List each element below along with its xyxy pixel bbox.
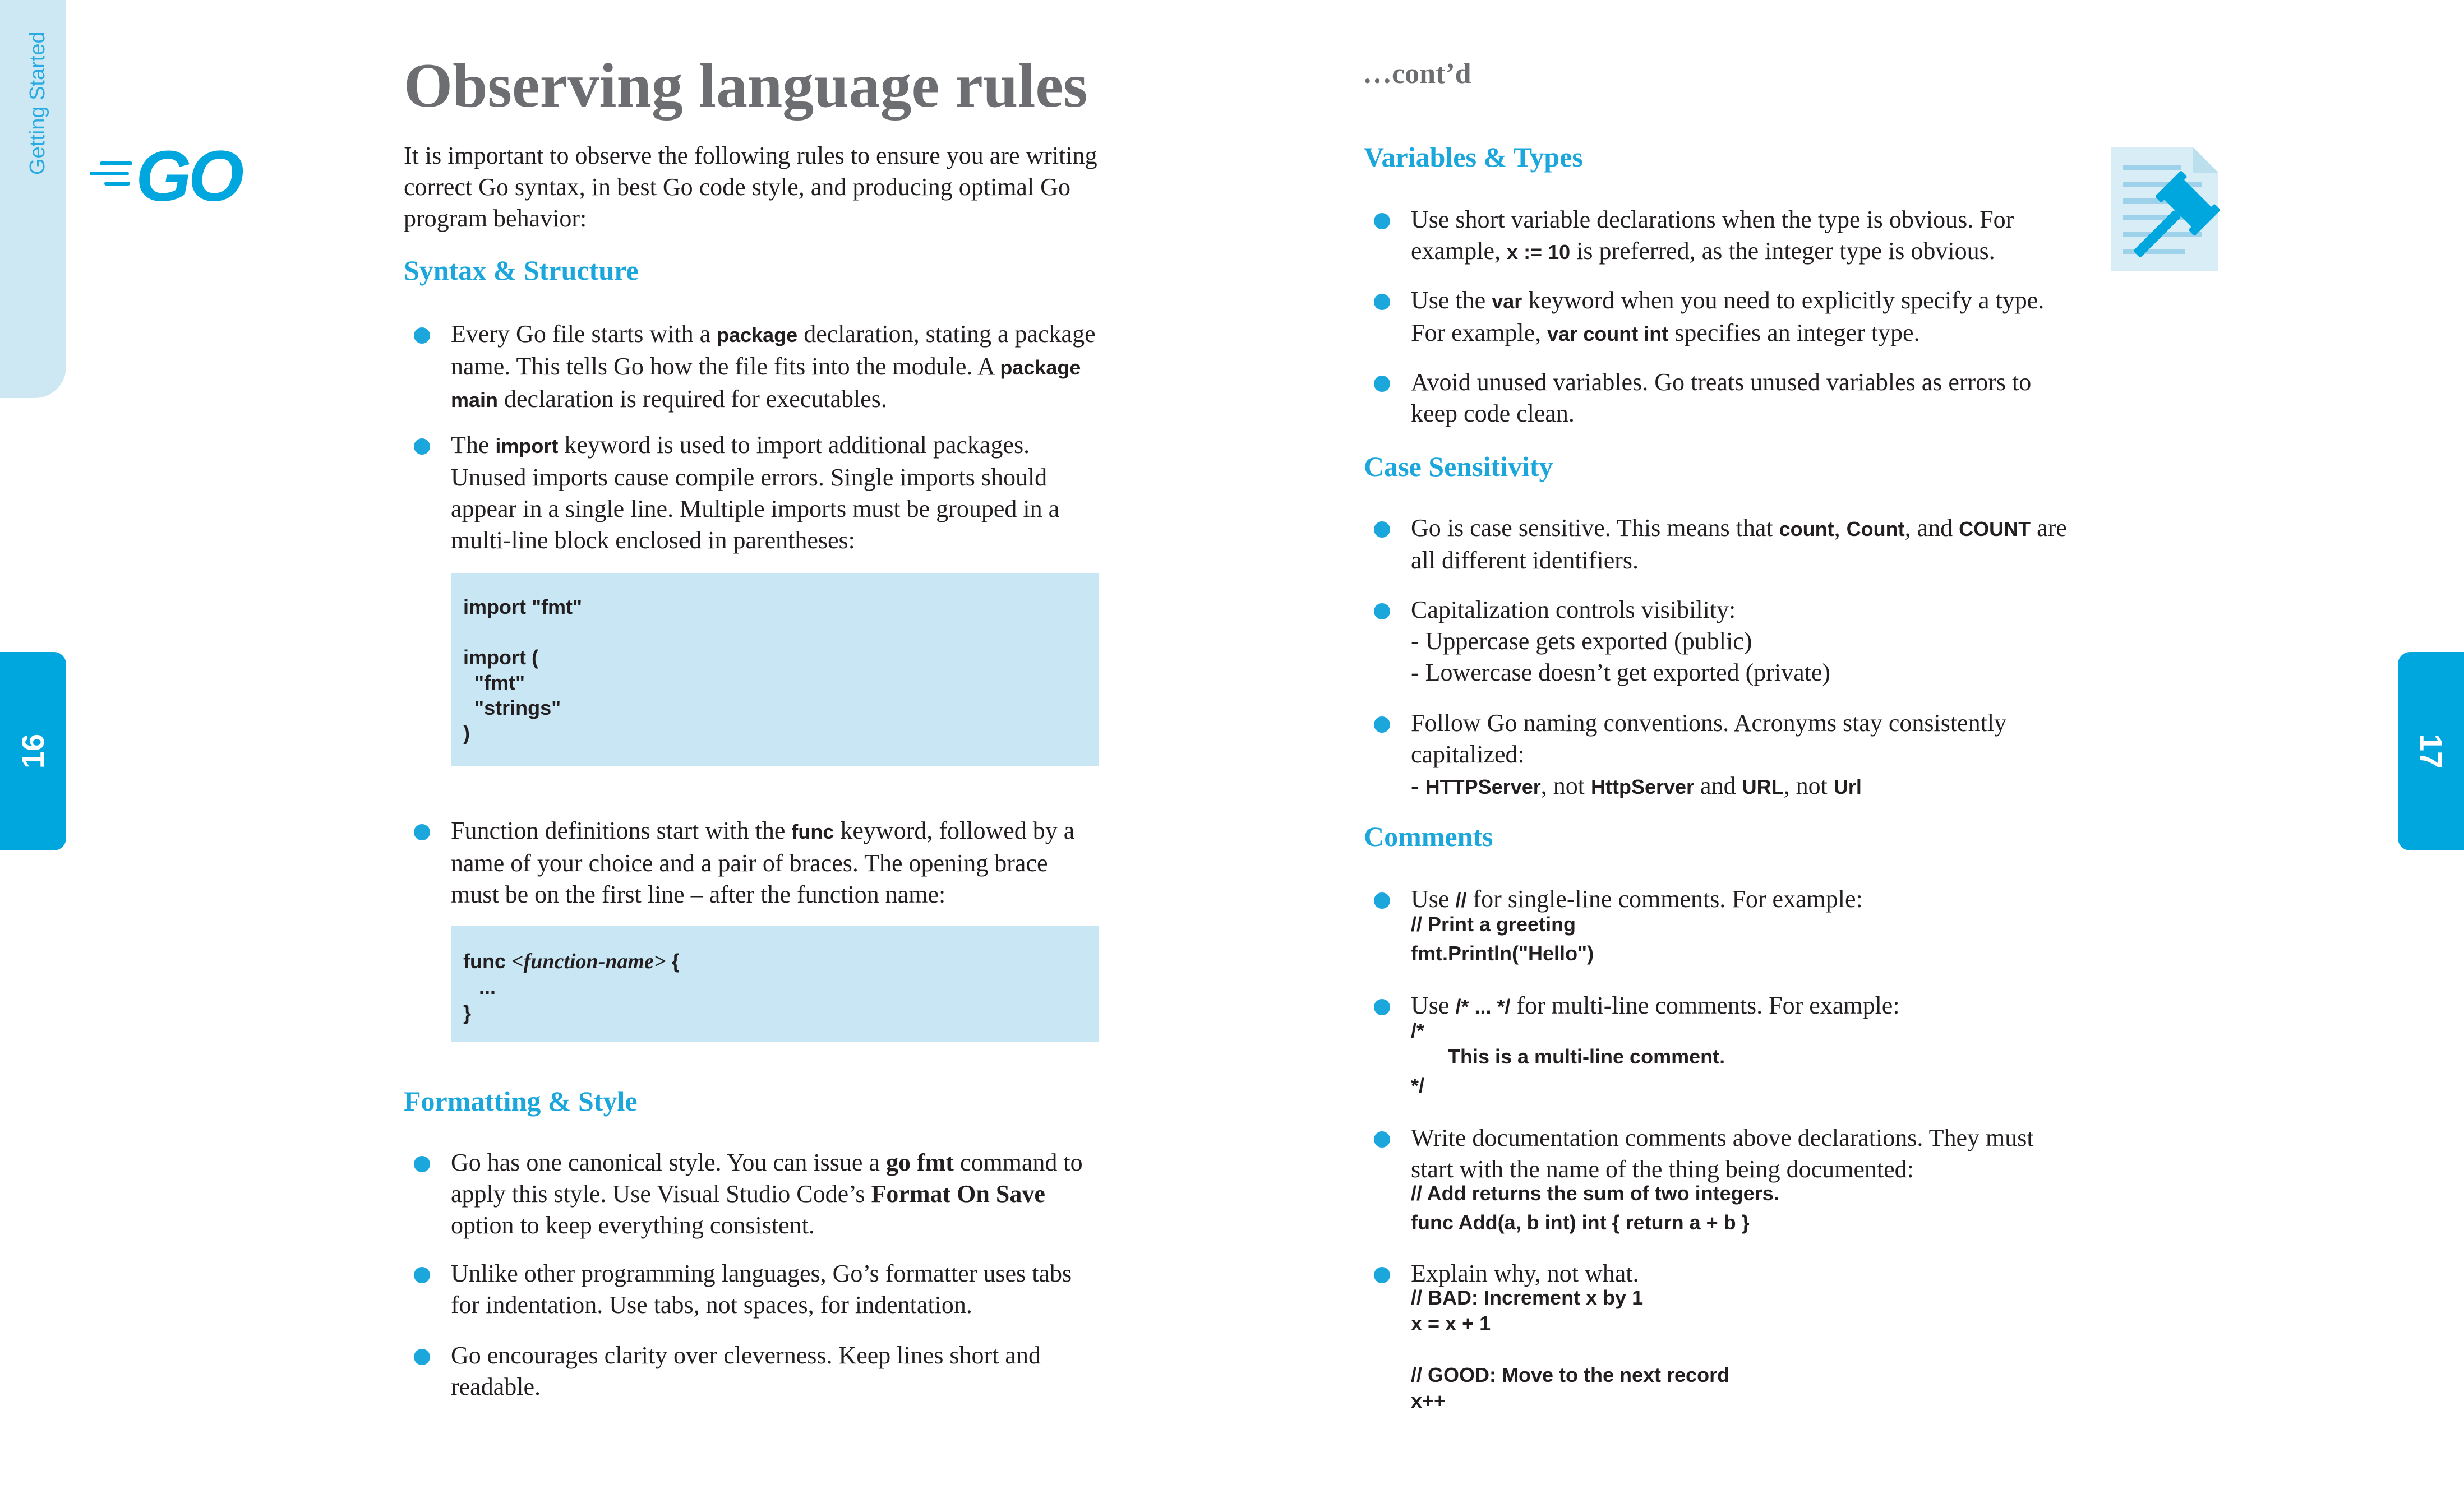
- bullet-icon: [1374, 892, 1390, 909]
- document-gavel-icon: [2108, 145, 2243, 274]
- list-item: Use the var keyword when you need to explicitly specify a type. For example, var count int specifies an integer type.: [1411, 285, 2045, 350]
- bullet-icon: [414, 1267, 430, 1283]
- bullet-icon: [414, 824, 430, 840]
- section-label: Getting Started: [26, 31, 49, 175]
- code-block-imports: import "fmt" import ( "fmt" "strings" ): [451, 573, 1099, 766]
- heading-syntax: Syntax & Structure: [404, 255, 639, 286]
- list-item: Unlike other programming languages, Go’s formatter uses tabs for indentation. Use tabs, not spaces, for indentation.: [451, 1258, 1101, 1321]
- list-item: Go encourages clarity over cleverness. Keep lines short and readable.: [451, 1340, 1101, 1403]
- intro-paragraph: It is important to observe the following rules to ensure you are writing correct Go syntax, in best Go code style, and producing optimal Go program behavior:: [404, 142, 1097, 232]
- heading-formatting: Formatting & Style: [404, 1085, 638, 1117]
- list-item: Use /* ... */ for multi-line comments. For example: /* This is a multi-line comment. */: [1411, 990, 2061, 1099]
- list-item: The import keyword is used to import additional packages. Unused imports cause compile errors. Single imports should appear in a single line. Multiple imports must be grouped in a multi-line block enclosed in parentheses:: [451, 429, 1101, 556]
- page-number-right: 17: [2414, 733, 2449, 769]
- list-item: Go has one canonical style. You can issue a go fmt command to apply this style. Use Visual Studio Code’s Format On Save option to keep everything consistent.: [451, 1147, 1107, 1241]
- list-item: Go is case sensitive. This means that count, Count, and COUNT are all different identifiers.: [1411, 512, 2073, 576]
- list-item: Every Go file starts with a package declaration, stating a package name. This tells Go how the file fits into the module. A package main declaration is required for executables.: [451, 318, 1113, 416]
- page-title: Observing language rules: [404, 51, 1088, 121]
- bullet-icon: [1374, 294, 1390, 310]
- continued-label: …cont’d: [1363, 58, 1471, 90]
- logo-speedline: [100, 161, 132, 165]
- bullet-icon: [1374, 603, 1390, 619]
- bullet-icon: [1374, 1131, 1390, 1148]
- bullet-icon: [1374, 521, 1390, 538]
- code-line: func <function-name> {: [463, 950, 680, 973]
- list-item: Explain why, not what. // BAD: Increment x by 1 x = x + 1 // GOOD: Move to the next record x++: [1411, 1258, 2061, 1414]
- heading-case: Case Sensitivity: [1364, 451, 1553, 482]
- bullet-icon: [1374, 999, 1390, 1015]
- list-item: Function definitions start with the func keyword, followed by a name of your choice and a pair of braces. The opening brace must be on the first line – after the function name:: [451, 815, 1101, 910]
- bullet-icon: [1374, 376, 1390, 392]
- list-item: Write documentation comments above declarations. They must start with the name of the thing being documented: // Add returns the sum of two integers. func Add(a, b int) int { return a + b }: [1411, 1122, 2061, 1236]
- code-block-func: func <function-name> { ... }: [451, 926, 1099, 1042]
- list-item: Capitalization controls visibility: - Uppercase gets exported (public) - Lowercase doesn’t get exported (private): [1411, 594, 2061, 688]
- list-item: Use short variable declarations when the type is obvious. For example, x := 10 is preferred, as the integer type is obvious.: [1411, 204, 2061, 268]
- logo-speedline: [90, 172, 129, 175]
- bullet-icon: [1374, 1267, 1390, 1283]
- go-logo: [90, 136, 275, 216]
- bullet-icon: [414, 327, 430, 344]
- page-number-left: 16: [15, 733, 50, 769]
- heading-comments: Comments: [1364, 821, 1493, 852]
- list-item: Follow Go naming conventions. Acronyms stay consistently capitalized: - HTTPServer, not HttpServer and URL, not Url: [1411, 707, 2061, 803]
- list-item: Avoid unused variables. Go treats unused variables as errors to keep code clean.: [1411, 367, 2061, 429]
- heading-variables: Variables & Types: [1364, 141, 1583, 173]
- logo-text: GO: [136, 136, 241, 216]
- bullet-icon: [414, 1349, 430, 1365]
- bullet-icon: [414, 438, 430, 455]
- page-tab-left: [0, 652, 66, 850]
- page-tab-right: [2398, 652, 2464, 850]
- bullet-icon: [1374, 716, 1390, 733]
- section-label-wrap: [19, 28, 53, 174]
- logo-speedline: [104, 182, 130, 186]
- bullet-icon: [1374, 213, 1390, 229]
- bullet-icon: [414, 1156, 430, 1172]
- list-item: Use // for single-line comments. For example: // Print a greeting fmt.Println("Hello"): [1411, 884, 2061, 966]
